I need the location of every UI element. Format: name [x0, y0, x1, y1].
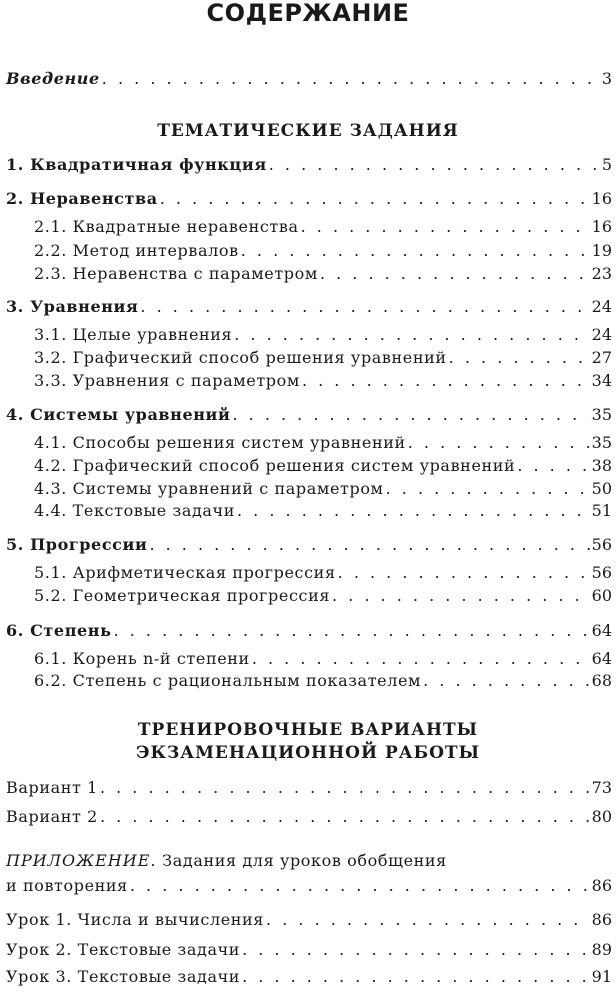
dot-leader — [269, 154, 600, 176]
appendix-caps: ПРИЛОЖЕНИЕ. — [6, 851, 157, 870]
dot-leader — [149, 534, 589, 556]
toc-page-number: 27 — [591, 348, 612, 367]
toc-entry-lesson-2[interactable] — [6, 939, 612, 961]
toc-entry-label: 6.2. Степень с рациональным показателем — [34, 671, 422, 690]
dot-leader — [252, 648, 590, 670]
appendix-line1-rest: Задания для уроков обобщения — [156, 851, 447, 870]
toc-entry-lesson-1[interactable] — [6, 909, 612, 931]
toc-entry-ch1[interactable] — [6, 154, 612, 176]
toc-entry-label: 4.1. Способы решения систем уравнений — [34, 433, 406, 452]
toc-entry-label: 5.2. Геометрическая прогрессия — [34, 586, 331, 605]
dot-leader — [338, 562, 590, 584]
dot-leader — [386, 478, 590, 500]
toc-entry-4-2[interactable] — [34, 455, 612, 477]
toc-page-number: 64 — [591, 621, 612, 640]
toc-entry-appendix[interactable] — [6, 875, 612, 897]
toc-entry-label: 3.2. Графический способ решения уравнений — [34, 348, 447, 367]
toc-entry-3-2[interactable] — [34, 347, 612, 369]
toc-entry-intro[interactable] — [6, 68, 612, 90]
toc-entry-2-1[interactable] — [34, 216, 612, 238]
toc-entry-label: 4.2. Графический способ решения систем уравнений — [34, 456, 516, 475]
dot-leader — [237, 500, 590, 522]
dot-leader — [100, 777, 590, 799]
dot-leader — [332, 585, 590, 607]
section-title-thematic: ТЕМАТИЧЕСКИЕ ЗАДАНИЯ — [157, 121, 459, 141]
dot-leader — [100, 806, 590, 828]
dot-leader — [301, 216, 590, 238]
toc-entry-label: 4. Системы уравнений — [6, 405, 231, 424]
toc-entry-2-2[interactable] — [34, 240, 612, 262]
toc-page-number: 5 — [601, 155, 612, 174]
toc-page-number: 23 — [591, 264, 612, 283]
dot-leader — [408, 432, 590, 454]
toc-page-number: 16 — [591, 189, 612, 208]
toc-page-number: 35 — [591, 405, 612, 424]
toc-entry-ch2[interactable] — [6, 188, 612, 210]
dot-leader — [517, 455, 589, 477]
toc-entry-label: 2. Неравенства — [6, 189, 158, 208]
toc-entry-5-1[interactable] — [34, 562, 612, 584]
dot-leader — [423, 670, 590, 692]
dot-leader — [140, 296, 589, 318]
toc-entry-label: 4.3. Системы уравнений с параметром — [34, 479, 384, 498]
toc-page-number: 50 — [591, 479, 612, 498]
toc-entry-6-2[interactable] — [34, 670, 612, 692]
toc-entry-label: 3.1. Целые уравнения — [34, 325, 233, 344]
toc-entry-4-1[interactable] — [34, 432, 612, 454]
toc-page-number: 24 — [591, 325, 612, 344]
toc-entry-label: 5. Прогрессии — [6, 535, 148, 554]
toc-entry-label: 6.1. Корень n-й степени — [34, 649, 250, 668]
dot-leader — [232, 404, 589, 426]
toc-entry-4-4[interactable] — [34, 500, 612, 522]
toc-entry-6-1[interactable] — [34, 648, 612, 670]
section-title-training-2: ЭКЗАМЕНАЦИОННОЙ РАБОТЫ — [135, 743, 481, 763]
toc-page-number: 89 — [591, 940, 612, 959]
toc-entry-ch4[interactable] — [6, 404, 612, 426]
dot-leader — [266, 909, 590, 931]
toc-entry-2-3[interactable] — [34, 263, 612, 285]
appendix-heading — [6, 850, 447, 872]
toc-page-number: 73 — [591, 778, 612, 797]
toc-entry-variant-1[interactable] — [6, 777, 612, 799]
toc-entry-label: 2.1. Квадратные неравенства — [34, 217, 299, 236]
toc-entry-4-3[interactable] — [34, 478, 612, 500]
toc-page-number: 91 — [591, 967, 612, 986]
toc-entry-label: 2.2. Метод интервалов — [34, 241, 239, 260]
dot-leader — [242, 939, 590, 961]
toc-entry-3-1[interactable] — [34, 324, 612, 346]
toc-entry-label: 1. Квадратичная функция — [6, 155, 267, 174]
toc-page-number: 86 — [591, 910, 612, 929]
toc-page-number: 19 — [591, 241, 612, 260]
dot-leader — [449, 347, 590, 369]
toc-entry-label: Урок 2. Текстовые задачи — [6, 940, 241, 959]
toc-page-number: 3 — [601, 69, 612, 88]
toc-entry-label: Введение — [6, 69, 100, 88]
dot-leader — [242, 966, 590, 988]
dot-leader — [241, 240, 590, 262]
toc-entry-5-2[interactable] — [34, 585, 612, 607]
dot-leader — [102, 68, 600, 90]
dot-leader — [130, 875, 590, 897]
toc-entry-lesson-3[interactable] — [6, 966, 612, 988]
toc-entry-ch5[interactable] — [6, 534, 612, 556]
toc-entry-label: 3. Уравнения — [6, 297, 139, 316]
toc-page-number: 38 — [591, 456, 612, 475]
toc-entry-3-3[interactable] — [34, 370, 612, 392]
toc-entry-variant-2[interactable] — [6, 806, 612, 828]
toc-page-number: 68 — [591, 671, 612, 690]
toc-page-number: 56 — [591, 535, 612, 554]
toc-page-number: 60 — [591, 586, 612, 605]
page-title: СОДЕРЖАНИЕ — [206, 0, 410, 27]
toc-page-number: 56 — [591, 563, 612, 582]
toc-page-number: 80 — [591, 807, 612, 826]
dot-leader — [114, 620, 590, 642]
toc-page-number: 35 — [591, 433, 612, 452]
toc-entry-label: 3.3. Уравнения с параметром — [34, 371, 300, 390]
dot-leader — [302, 370, 590, 392]
toc-entry-label: 6. Степень — [6, 621, 112, 640]
dot-leader — [320, 263, 590, 285]
toc-entry-label: 2.3. Неравенства с параметром — [34, 264, 318, 283]
toc-entry-label: Вариант 1 — [6, 778, 98, 797]
section-title-training-1: ТРЕНИРОВОЧНЫЕ ВАРИАНТЫ — [137, 720, 479, 740]
toc-entry-label: Урок 3. Текстовые задачи — [6, 967, 241, 986]
toc-entry-label: Урок 1. Числа и вычисления — [6, 910, 265, 929]
dot-leader — [234, 324, 589, 346]
dot-leader — [160, 188, 590, 210]
toc-entry-label: 4.4. Текстовые задачи — [34, 501, 235, 520]
toc-entry-ch3[interactable] — [6, 296, 612, 318]
toc-entry-label: Вариант 2 — [6, 807, 98, 826]
toc-page-number: 51 — [591, 501, 612, 520]
toc-page-number: 34 — [591, 371, 612, 390]
toc-entry-ch6[interactable] — [6, 620, 612, 642]
toc-entry-label: 5.1. Арифметическая прогрессия — [34, 563, 336, 582]
toc-page-number: 16 — [591, 217, 612, 236]
toc-page-number: 64 — [591, 649, 612, 668]
toc-page-number: 24 — [591, 297, 612, 316]
toc-page-number: 86 — [591, 876, 612, 895]
toc-entry-label: и повторения — [6, 876, 128, 895]
